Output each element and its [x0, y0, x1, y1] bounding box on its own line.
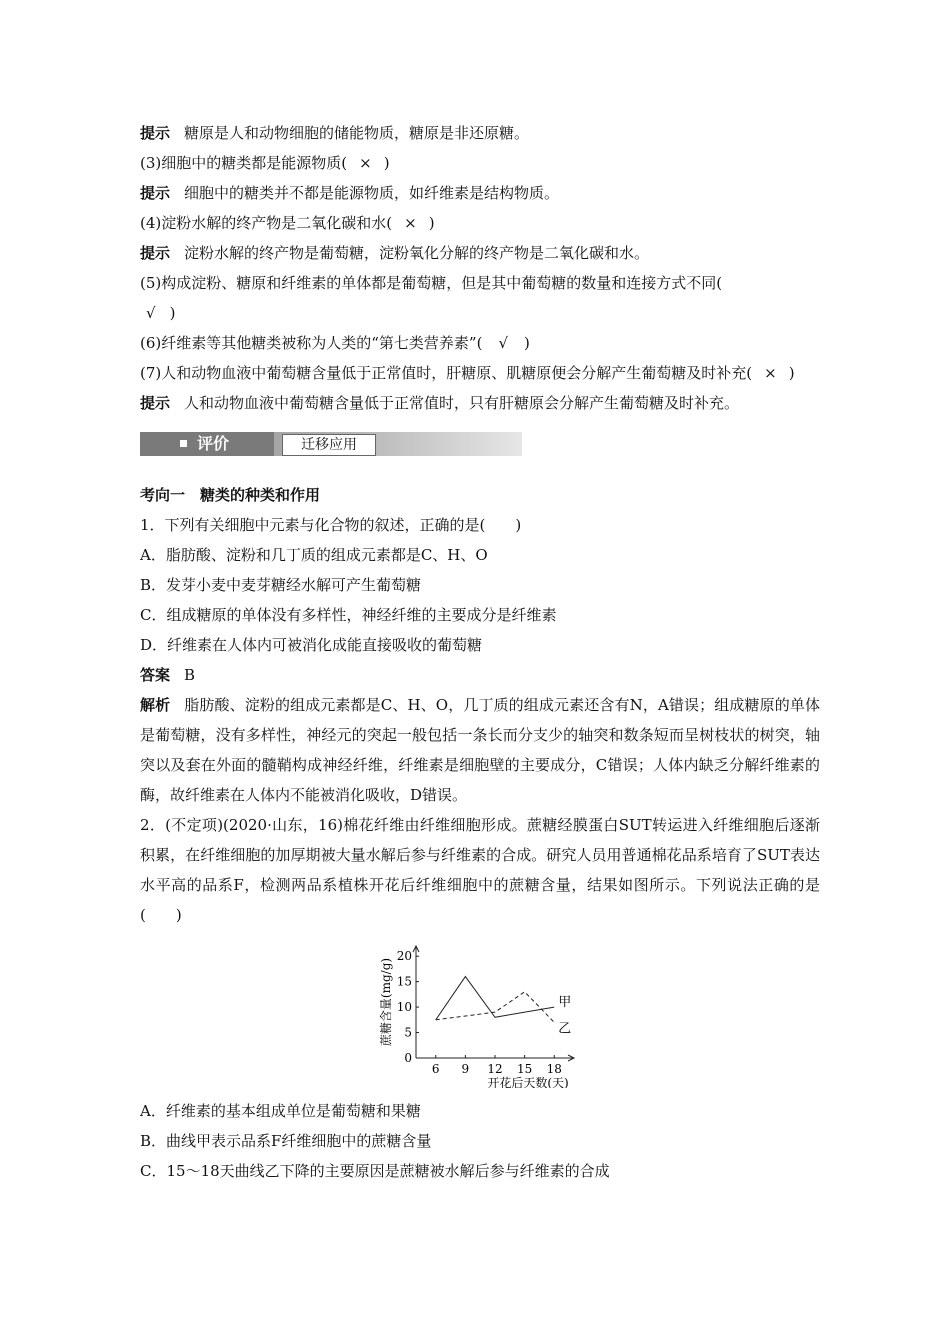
x-tick-label: 6 [431, 1062, 440, 1076]
top-lines [140, 118, 820, 268]
banner-left: 评价 [140, 432, 274, 456]
answer-line: 答案 B [140, 666, 196, 684]
y-tick-label: 5 [404, 1025, 412, 1040]
series-line-yi [436, 992, 555, 1023]
banner-tab: 迁移应用 [282, 434, 376, 456]
judgement-mark: × [764, 364, 777, 382]
option: C．15～18天曲线乙下降的主要原因是蔗糖被水解后参与纤维素的合成 [140, 1162, 610, 1180]
option: B．发芽小麦中麦芽糖经水解可产生葡萄糖 [140, 576, 422, 594]
y-tick-label: 0 [404, 1051, 412, 1065]
sucrose-line-chart [378, 938, 578, 1088]
x-tick-label: 18 [546, 1062, 562, 1076]
series-line-jia [436, 977, 555, 1020]
document-page [140, 118, 820, 1186]
statement-line: (3)细胞中的糖类都是能源物质( × ) [140, 148, 820, 178]
chart-marks [436, 977, 572, 1037]
y-axis-label: 蔗糖含量(mg/g) [379, 957, 393, 1047]
question-stem: 1．下列有关细胞中元素与化合物的叙述，正确的是( ) [140, 516, 522, 534]
section-title: 考向一 糖类的种类和作用 [140, 486, 321, 504]
judgement-mark: √ [146, 304, 156, 322]
judgement-mark: √ [498, 334, 509, 352]
x-tick-label: 12 [487, 1062, 503, 1076]
analysis-paragraph: 解析 脂肪酸、淀粉的组成元素都是C、H、O，几丁质的组成元素还含有N，A错误；组成糖原的单体是葡萄糖，没有多样性，神经元的突起一般包括一条长而分支少的轴突和数条短而呈树枝状的树突，轴突以及套在外面的髓鞘构成神经纤维，纤维素是细胞壁的主要成分，C错误；人体内缺乏分解纤维素的酶，故纤维素在人体内不能被消化吸收，D错误。 [140, 696, 820, 804]
y-tick-label: 20 [396, 949, 412, 964]
hint-line: 提示 细胞中的糖类并不都是能源物质，如纤维素是结构物质。 [140, 184, 560, 202]
option: B．曲线甲表示品系F纤维细胞中的蔗糖含量 [140, 1132, 432, 1150]
y-tick-label: 15 [396, 974, 412, 989]
statement-line: (4)淀粉水解的终产物是二氧化碳和水( × ) [140, 208, 820, 238]
option: A．脂肪酸、淀粉和几丁质的组成元素都是C、H、O [140, 546, 488, 564]
option: D．纤维素在人体内可被消化成能直接吸收的葡萄糖 [140, 636, 483, 654]
chart-axes [378, 946, 574, 1088]
question-stem: 2．(不定项)(2020·山东，16)棉花纤维由纤维细胞形成。蔗糖经膜蛋白SUT转运进入纤维细胞后逐渐积累，在纤维细胞的加厚期被大量水解后参与纤维素的合成。研究人员用普通棉花品系培育了SUT表达水平高的品系F，检测两品系植株开花后纤维细胞中的蔗糖含量，结果如图所示。下列说法正确的是( ) [140, 816, 820, 924]
option: C．组成糖原的单体没有多样性，神经纤维的主要成分是纤维素 [140, 606, 557, 624]
hint-line: 提示 糖原是人和动物细胞的储能物质，糖原是非还原糖。 [140, 124, 530, 142]
series-label: 甲 [558, 995, 572, 1011]
judgement-mark: × [359, 154, 372, 172]
hint-line: 提示 淀粉水解的终产物是葡萄糖，淀粉氧化分解的终产物是二氧化碳和水。 [140, 244, 650, 262]
x-tick-label: 9 [461, 1062, 470, 1076]
x-axis-label: 开花后天数(天) [487, 1076, 569, 1088]
statement-line: (5)构成淀粉、糖原和纤维素的单体都是葡萄糖，但是其中葡萄糖的数量和连接方式不同( √ ) [140, 268, 820, 328]
square-icon [180, 440, 187, 447]
section-banner [140, 430, 522, 460]
y-tick-label: 10 [396, 1000, 412, 1015]
statement-line: (6)纤维素等其他糖类被称为人类的“第七类营养素”( √ ) [140, 328, 820, 358]
judgement-mark: × [404, 214, 417, 232]
series-label: 乙 [558, 1021, 572, 1037]
x-tick-label: 15 [516, 1062, 533, 1076]
option: A．纤维素的基本组成单位是葡萄糖和果糖 [140, 1102, 421, 1120]
statement-line: (7)人和动物血液中葡萄糖含量低于正常值时，肝糖原、肌糖原便会分解产生葡萄糖及时补充( × ) [140, 358, 820, 388]
hint-line: 提示 人和动物血液中葡萄糖含量低于正常值时，只有肝糖原会分解产生葡萄糖及时补充。 [140, 394, 740, 412]
